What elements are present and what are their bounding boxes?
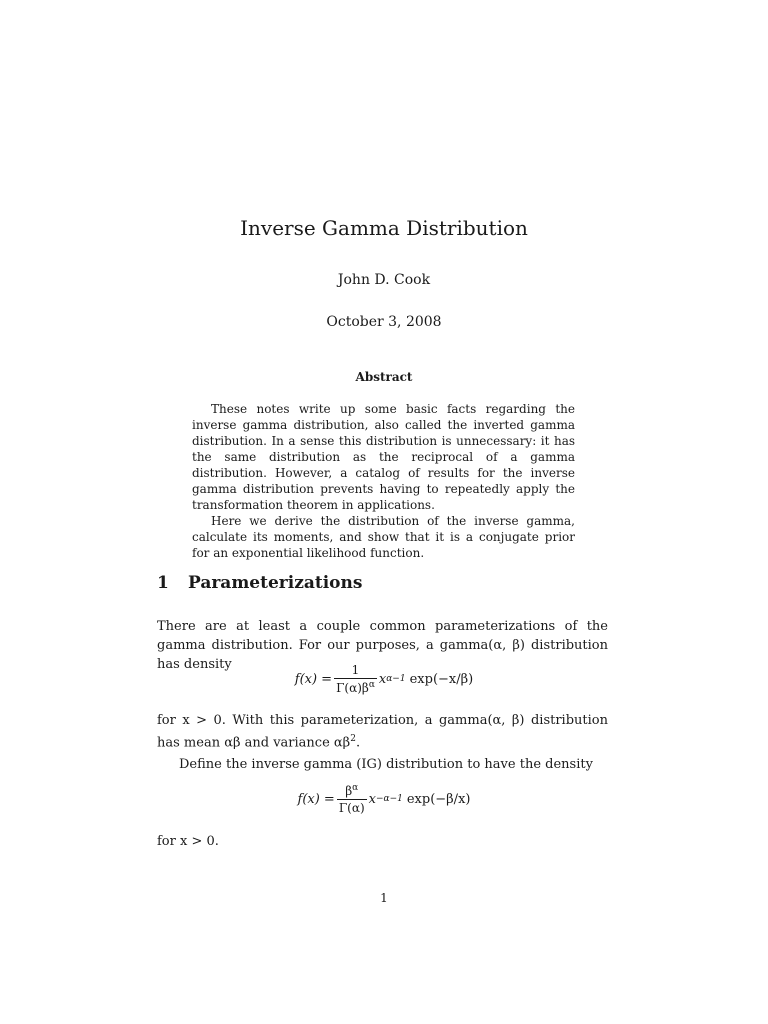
gamma-density-equation [0,663,768,695]
fraction-denominator [334,678,377,695]
section-heading [157,573,362,593]
denominator-text: Γ(α)β [336,681,369,695]
body-paragraph [157,711,608,752]
abstract-paragraph: These notes write up some basic facts regarding the inverse gamma distribution, also called the inverted gamma distribution. In a sense this distribution is unnecessary: it has the same distribution as the reciprocal of a gamma distribution. However, a catalog of results for the inverse gamma distribution prevents having to repeatedly apply the transformation theorem in applications. [192,402,575,512]
fraction-numerator [343,783,360,799]
fraction-denominator: Γ(α) [338,801,365,815]
abstract-body [192,401,575,561]
power-exponent: −α−1 [375,794,403,804]
equation-lhs: f(x) = [297,791,335,807]
numerator-exponent: α [352,783,359,793]
power-base: x [368,791,376,807]
exp-term: exp(−β/x) [406,791,471,807]
body-paragraph: for x > 0. [157,834,219,849]
equation-lhs: f(x) = [294,671,333,687]
exp-term: exp(−x/β) [409,671,474,687]
body-paragraph: There are at least a couple common parameterizations of the gamma distribution. For our purposes, a gamma(α, β) distribution has density [157,619,608,672]
page-number: 1 [380,891,388,905]
equation-fraction [337,783,367,815]
power-exponent: α−1 [386,674,406,684]
variance-exponent: 2 [350,734,356,744]
inverse-gamma-density-equation [0,783,768,815]
paragraph-text-end: . [355,735,361,751]
section-number: 1 [157,573,169,593]
paragraph-text: for x > 0. With this parameterization, a gamma(α, β) distribution has mean αβ and variance αβ [157,713,608,751]
abstract-heading: Abstract [355,370,413,384]
paper-title: Inverse Gamma Distribution [240,216,528,240]
power-base: x [378,671,387,687]
publication-date: October 3, 2008 [326,314,442,330]
denominator-exponent: α [368,680,375,690]
section-title: Parameterizations [188,573,363,593]
fraction-numerator: 1 [351,663,360,677]
abstract-paragraph: Here we derive the distribution of the inverse gamma, calculate its moments, and show that it is a conjugate prior for an exponential likelihood function. [192,514,575,560]
author-name: John D. Cook [337,272,431,288]
equation-fraction [334,663,377,695]
body-paragraph: Define the inverse gamma (IG) distribution to have the density [179,757,593,772]
numerator-text: β [345,784,353,798]
